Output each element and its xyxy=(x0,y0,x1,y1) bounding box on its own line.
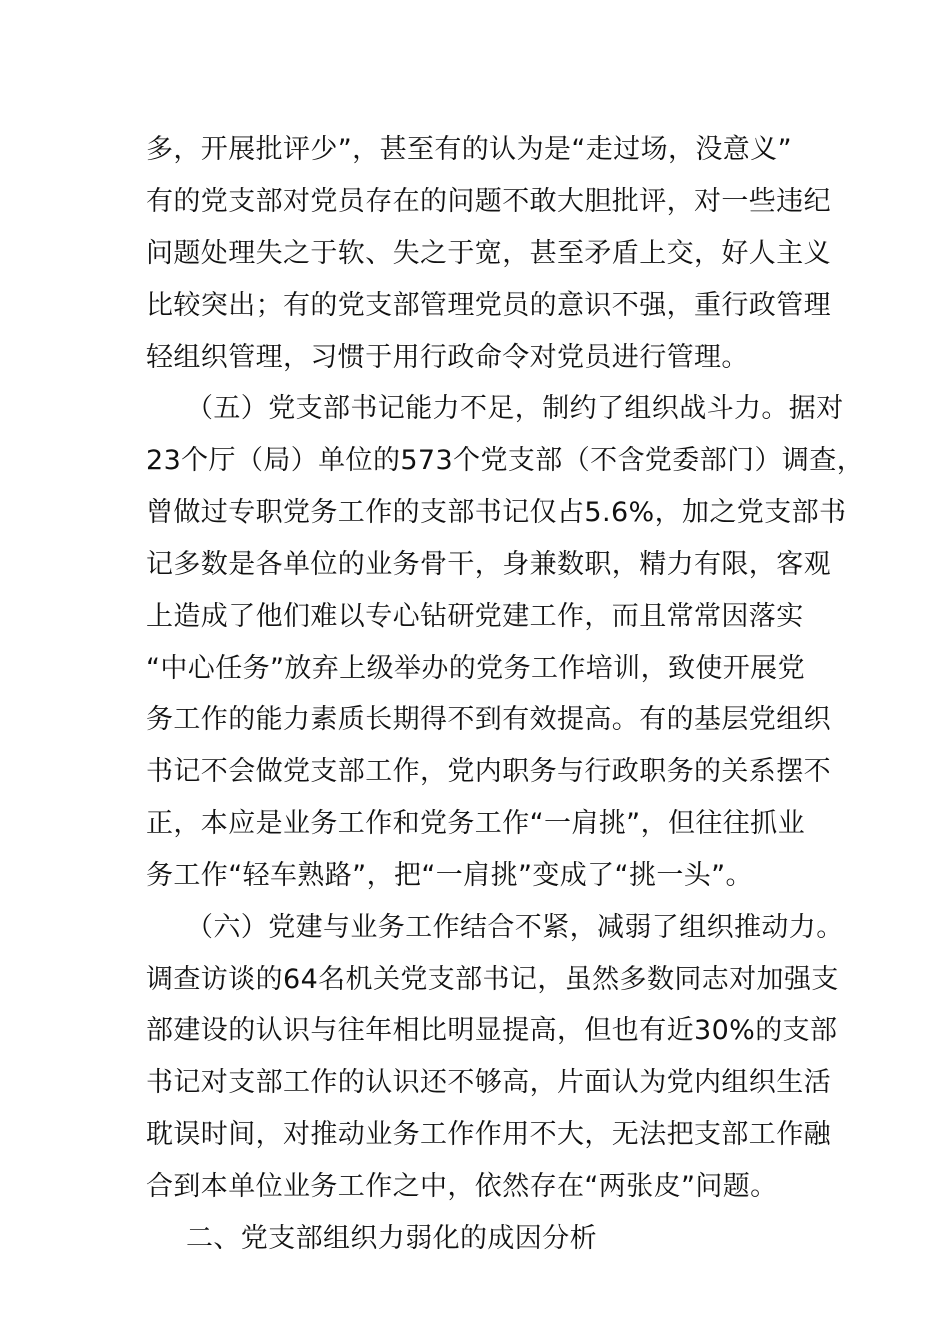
paragraph-heading-5: （五）党支部书记能力不足，制约了组织战斗力。据对 xyxy=(186,393,844,424)
text-line: 正，本应是业务工作和党务工作“一肩挑”，但往往抓业 xyxy=(146,808,805,839)
text-line: “中心任务”放弃上级举办的党务工作培训，致使开展党 xyxy=(146,653,805,684)
text-line: 比较突出；有的党支部管理党员的意识不强，重行政管理 xyxy=(146,290,831,321)
paragraph-heading-6: （六）党建与业务工作结合不紧，减弱了组织推动力。 xyxy=(186,912,844,943)
section-heading: 二、党支部组织力弱化的成因分析 xyxy=(186,1223,597,1254)
text-line: 上造成了他们难以专心钻研党建工作，而且常常因落实 xyxy=(146,601,804,632)
text-line: 耽误时间，对推动业务工作作用不大，无法把支部工作融 xyxy=(146,1119,831,1150)
text-line: 多，开展批评少”，甚至有的认为是“走过场，没意义” xyxy=(146,134,792,165)
text-line: 问题处理失之于软、失之于宽，甚至矛盾上交，好人主义 xyxy=(146,238,831,269)
text-line: 轻组织管理，习惯于用行政命令对党员进行管理。 xyxy=(146,342,749,373)
text-line: 务工作的能力素质长期得不到有效提高。有的基层党组织 xyxy=(146,704,831,735)
text-line: 部建设的认识与往年相比明显提高，但也有近30%的支部 xyxy=(146,1015,838,1046)
text-line: 曾做过专职党务工作的支部书记仅占5.6%，加之党支部书 xyxy=(146,497,847,528)
text-line: 调查访谈的64名机关党支部书记，虽然多数同志对加强支 xyxy=(146,964,839,995)
text-line: 书记对支部工作的认识还不够高，片面认为党内组织生活 xyxy=(146,1067,831,1098)
text-line: 合到本单位业务工作之中，依然存在“两张皮”问题。 xyxy=(146,1171,778,1202)
text-line: 记多数是各单位的业务骨干，身兼数职，精力有限，客观 xyxy=(146,549,831,580)
text-line: 书记不会做党支部工作，党内职务与行政职务的关系摆不 xyxy=(146,756,831,787)
text-line: 23个厅（局）单位的573个党支部（不含党委部门）调查， xyxy=(146,445,865,476)
text-line: 务工作“轻车熟路”，把“一肩挑”变成了“挑一头”。 xyxy=(146,860,753,891)
text-line: 有的党支部对党员存在的问题不敢大胆批评，对一些违纪 xyxy=(146,186,831,217)
